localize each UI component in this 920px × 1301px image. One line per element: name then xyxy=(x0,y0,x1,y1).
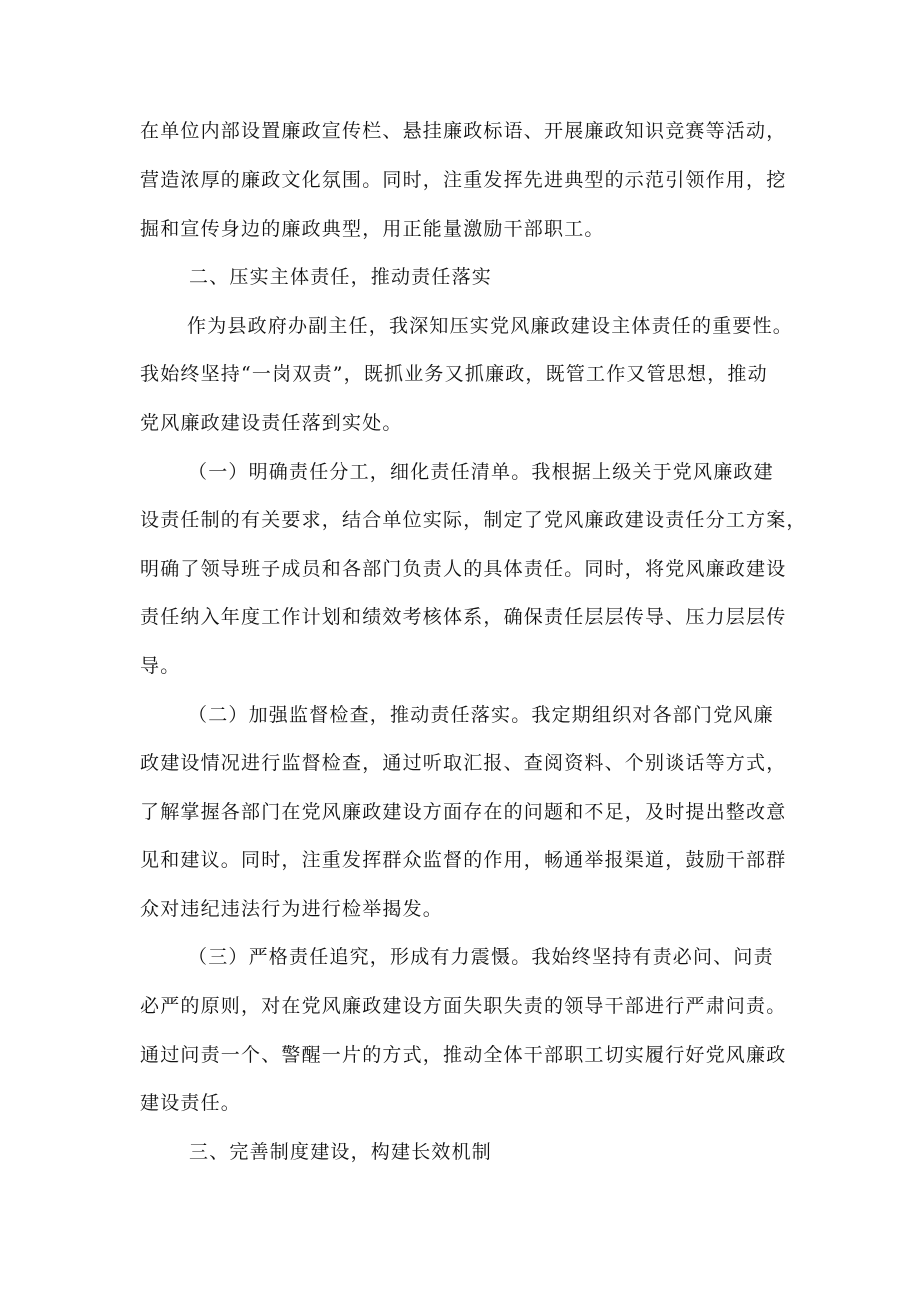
paragraph-line: 众对违纪违法行为进行检举揭发。 xyxy=(140,898,444,920)
paragraph-line: 营造浓厚的廉政文化氛围。同时，注重发挥先进典型的示范引领作用，挖 xyxy=(140,169,787,191)
paragraph-line: 导。 xyxy=(140,655,181,677)
paragraph-line: 作为县政府办副主任，我深知压实党风廉政建设主体责任的重要性。 xyxy=(187,315,794,337)
subsection-heading-line: （一）明确责任分工，细化责任清单。我根据上级关于党风廉政建 xyxy=(188,461,774,483)
section-heading: 二、压实主体责任，推动责任落实 xyxy=(189,266,493,288)
paragraph-line: 在单位内部设置廉政宣传栏、悬挂廉政标语、开展廉政知识竞赛等活动， xyxy=(140,120,787,142)
paragraph-line: 政建设情况进行监督检查，通过听取汇报、查阅资料、个别谈话等方式， xyxy=(140,752,787,774)
paragraph-line: 必严的原则，对在党风廉政建设方面失职失责的领导干部进行严肃问责。 xyxy=(140,995,787,1017)
paragraph-line: 了解掌握各部门在党风廉政建设方面存在的问题和不足，及时提出整改意 xyxy=(140,801,787,823)
paragraph-line: 通过问责一个、警醒一片的方式，推动全体干部职工切实履行好党风廉政 xyxy=(140,1044,787,1066)
paragraph-line: 掘和宣传身边的廉政典型，用正能量激励干部职工。 xyxy=(140,218,605,240)
paragraph-line: 党风廉政建设责任落到实处。 xyxy=(140,412,403,434)
paragraph-line: 设责任制的有关要求，结合单位实际，制定了党风廉政建设责任分工方案， xyxy=(140,509,807,531)
paragraph-line: 我始终坚持“一岗双责”，既抓业务又抓廉政，既管工作又管思想，推动 xyxy=(140,363,768,385)
section-heading: 三、完善制度建设，构建长效机制 xyxy=(189,1141,493,1163)
paragraph-line: 见和建议。同时，注重发挥群众监督的作用，畅通举报渠道，鼓励干部群 xyxy=(140,849,787,871)
paragraph-line: 明确了领导班子成员和各部门负责人的具体责任。同时，将党风廉政建设 xyxy=(140,558,787,580)
paragraph-line: 建设责任。 xyxy=(140,1092,242,1114)
subsection-heading-line: （三）严格责任追究，形成有力震慑。我始终坚持有责必问、问责 xyxy=(188,946,774,968)
paragraph-line: 责任纳入年度工作计划和绩效考核体系，确保责任层层传导、压力层层传 xyxy=(140,606,787,628)
subsection-heading-line: （二）加强监督检查，推动责任落实。我定期组织对各部门党风廉 xyxy=(188,704,774,726)
